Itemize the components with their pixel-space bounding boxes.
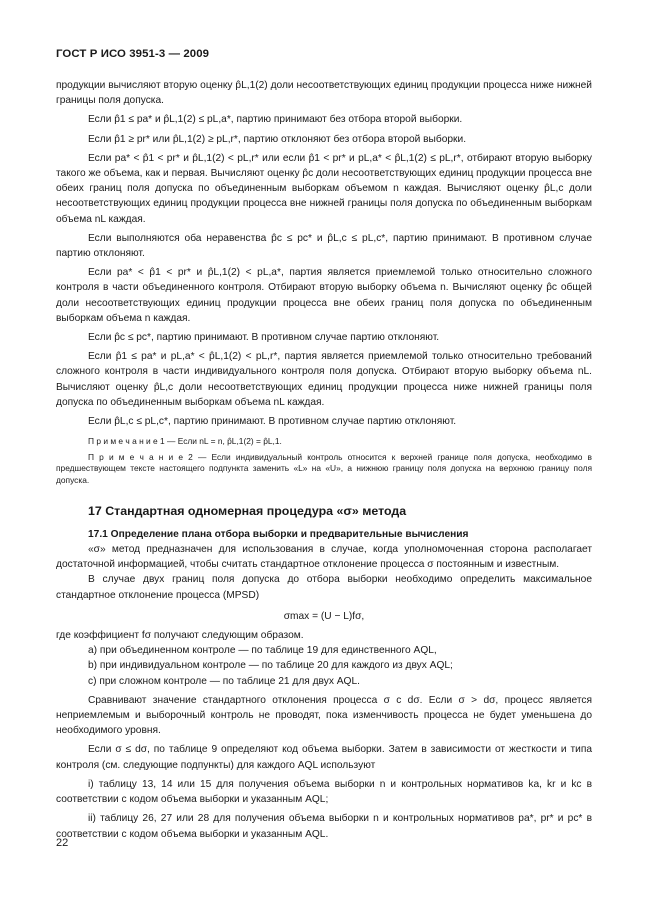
list-item: ii) таблицу 26, 27 или 28 для получения объема выборки n и контрольных нормативов pa*, pr* и pc* в соответствии с кодом объема выборки и указанным AQL. [56, 813, 592, 840]
paragraph: Если pa* < p̂1 < pr* и p̂L,1(2) < pL,r* или если p̂1 < pr* и pL,a* < p̂L,1(2) ≤ pL,r*, отбирают вторую выборку такого же объема, как и первая. Вычисляют оценку p̂c доли несоответствующих единиц продукции процесса вне обеих границ поля допуска по объединенным выборкам объемом n каждая. Вычисляют оценку p̂L,c доли несоответствующих единиц продукции процесса вне нижней границы поля допуска по объединенным выборкам объема nL каждая. [56, 152, 592, 225]
paragraph: Если p̂c ≤ pc*, партию принимают. В противном случае партию отклоняют. [88, 332, 440, 344]
note-1: П р и м е ч а н и е 1 — Если nL = n, p̂L,1(2) = p̂L,1. [88, 436, 282, 447]
section-title: 17 Стандартная одномерная процедура «σ» метода [88, 503, 407, 518]
standard-header: ГОСТ Р ИСО 3951-3 — 2009 [56, 48, 210, 60]
paragraph: Если выполняются оба неравенства p̂c ≤ pc* и p̂L,c ≤ pL,c*, партию принимают. В противном случае партию отклоняют. [56, 232, 592, 260]
subsection-title: 17.1 Определение плана отбора выборки и предварительные вычисления [88, 528, 469, 540]
paragraph: Если p̂L,c ≤ pL,c*, партию принимают. В противном случае партию отклоняют. [88, 416, 457, 428]
note-2: П р и м е ч а н и е 2 — Если индивидуальный контроль относится к верхней границе поля допуска, необходимо в предшествующем тексте настоящего подпункта заменить «L» на «U», а нижнюю границу поля допуска на верхнюю границу поля допуска. [56, 451, 592, 486]
list-item: i) таблицу 13, 14 или 15 для получения объема выборки n и контрольных нормативов ka, kr и kc в соответствии с кодом объема выборки и указанным AQL; [56, 778, 592, 806]
paragraph: Если σ ≤ dσ, по таблице 9 определяют код объема выборки. Затем в зависимости от жесткости и типа контроля (см. следующие подпункты) для каждого AQL используют [56, 744, 592, 771]
list-item: b) при индивидуальном контроле — по таблице 20 для каждого из двух AQL; [88, 660, 453, 672]
paragraph: Сравнивают значение стандартного отклонения процесса σ с dσ. Если σ > dσ, процесс является неприемлемым и выборочный контроль не проводят, пока изменчивость процесса не будет уменьшена до необходимого уровня. [56, 694, 592, 737]
paragraph: где коэффициент fσ получают следующим образом. [56, 630, 304, 642]
list-item: c) при сложном контроле — по таблице 21 для двух AQL. [88, 675, 360, 687]
paragraph: Если pa* < p̂1 < pr* и p̂L,1(2) < pL,a*, партия является приемлемой только относительно сложного контроля в части объединенного контроля. Отбирают вторую выборку объема n. Вычисляют оценку p̂c общей доли несоответствующих единиц продукции процесса вне обеих границ поля допуска по объединенным выборкам объема n каждая. [56, 267, 592, 324]
page-content [56, 78, 592, 842]
list-item: a) при объединенном контроле — по таблице 19 для единственного AQL, [88, 645, 437, 657]
paragraph: Если p̂1 ≤ pa* и p̂L,1(2) ≤ pL,a*, партию принимают без отбора второй выборки. [88, 114, 463, 126]
paragraph: продукции вычисляют вторую оценку p̂L,1(2) доли несоответствующих единиц продукции процесса ниже нижней границы поля допуска. [56, 80, 592, 107]
paragraph: Если p̂1 ≤ pa* и pL,a* < p̂L,1(2) < pL,r*, партия является приемлемой только относительно требований сложного контроля в части индивидуального контроля поля допуска. Отбирают вторую выборку объема nL. Вычисляют оценку p̂L,c доли несоответствующих единиц продукции процесса ниже нижней границы поля допуска по объединенным выборкам объема nL каждая. [56, 351, 592, 408]
page-number: 22 [56, 837, 69, 849]
paragraph: Если p̂1 ≥ pr* или p̂L,1(2) ≥ pL,r*, партию отклоняют без отбора второй выборки. [88, 133, 467, 145]
formula: σmax = (U − L)fσ, [283, 610, 365, 622]
paragraph: В случае двух границ поля допуска до отбора выборки необходимо определить максимальное стандартное отклонение процесса (MPSD) [56, 574, 592, 601]
paragraph: «σ» метод предназначен для использования в случае, когда уполномоченная сторона располагает достаточной информацией, чтобы считать стандартное отклонение процесса σ постоянным и известным. [56, 544, 592, 571]
